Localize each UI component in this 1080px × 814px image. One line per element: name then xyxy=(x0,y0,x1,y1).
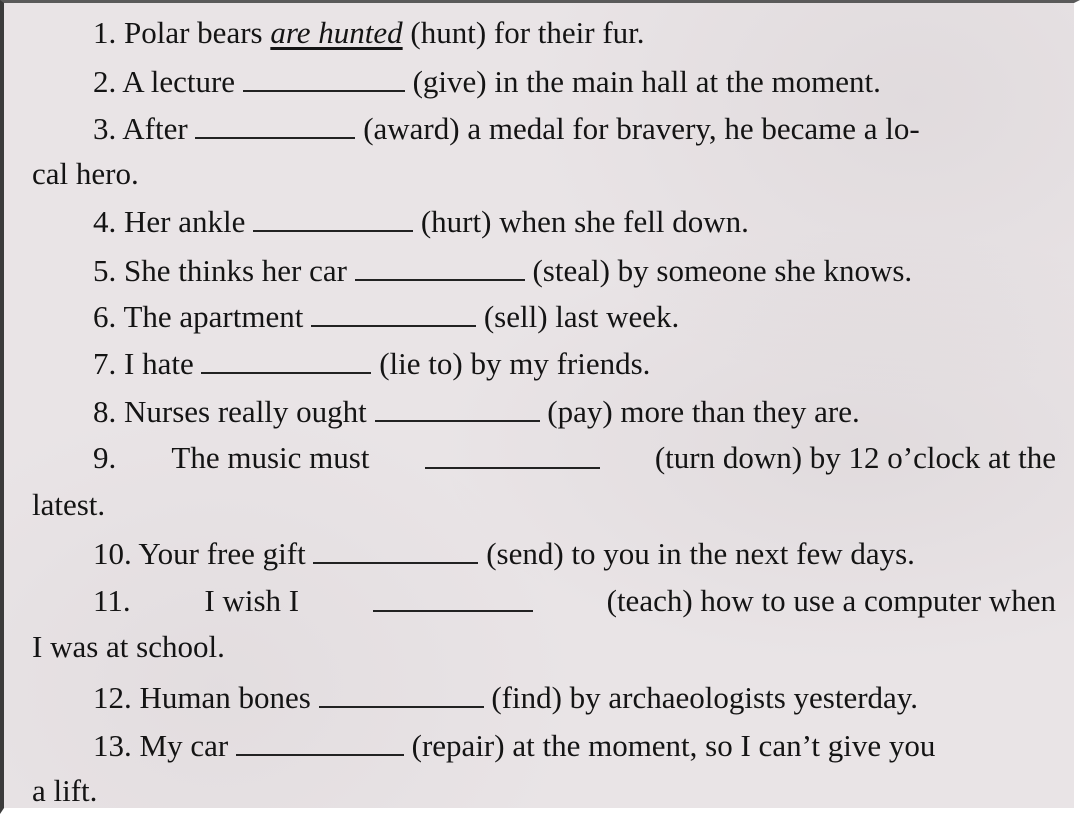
item-number: 2. xyxy=(93,63,117,99)
item-continuation: a lift. xyxy=(32,773,98,808)
item-text-after: (sell) last week. xyxy=(483,298,680,334)
answer-blank[interactable] xyxy=(355,254,525,281)
item-text-after: (find) by archaeologists yesterday. xyxy=(491,679,919,715)
item-text-after: (pay) more than they are. xyxy=(547,393,860,429)
exercise-item-3-continuation xyxy=(32,158,1056,189)
answer-blank[interactable] xyxy=(373,585,533,612)
answer-blank[interactable] xyxy=(375,395,540,422)
item-text-before: A lecture xyxy=(122,63,236,99)
item-number: 12. xyxy=(93,679,132,715)
item-number: 10. xyxy=(93,535,132,571)
item-text-after: (hunt) for their fur. xyxy=(410,15,645,50)
exercise-item-8 xyxy=(93,395,1056,427)
exercise-item-13-continuation xyxy=(32,775,1056,806)
exercise-item-7 xyxy=(93,347,1056,379)
item-text-after: (lie to) by my friends. xyxy=(379,345,651,381)
exercise-item-9 xyxy=(93,442,1056,473)
item-text-before: Polar bears xyxy=(124,15,263,50)
item-text-before: I wish I xyxy=(204,583,300,618)
item-text-after: (steal) by someone she knows. xyxy=(532,252,913,288)
answer-blank[interactable] xyxy=(313,537,478,564)
item-text-after: (give) in the main hall at the moment. xyxy=(412,63,881,99)
exercise-item-12 xyxy=(93,681,1056,713)
exercise-item-13 xyxy=(93,729,1056,761)
answer-blank[interactable] xyxy=(311,300,476,327)
answer-blank[interactable] xyxy=(319,681,484,708)
item-text-before: The apartment xyxy=(123,298,304,334)
answer-blank[interactable] xyxy=(253,205,413,232)
exercise-item-2 xyxy=(93,65,1056,97)
item-text-before: After xyxy=(122,110,188,146)
exercise-item-3 xyxy=(93,112,1056,144)
item-number: 1. xyxy=(93,15,117,50)
item-number: 13. xyxy=(93,727,132,763)
item-number: 11. xyxy=(93,583,131,618)
item-text-before: I hate xyxy=(124,345,194,381)
answer-blank[interactable] xyxy=(243,65,405,92)
answer-blank[interactable] xyxy=(201,347,371,374)
exercise-item-4 xyxy=(93,205,1056,237)
exercise-item-1 xyxy=(93,17,1056,48)
item-text-before: Nurses really ought xyxy=(124,393,367,429)
answer-blank[interactable] xyxy=(195,112,355,139)
item-text-before: She thinks her car xyxy=(124,252,347,288)
item-text-after: (turn down) by 12 o’clock at the xyxy=(654,440,1056,475)
item-number: 3. xyxy=(93,110,117,146)
item-continuation: I was at school. xyxy=(32,629,225,664)
item-text-after: (teach) how to use a computer when xyxy=(606,583,1056,618)
exercise-item-10 xyxy=(93,537,1056,569)
item-number: 4. xyxy=(93,203,117,239)
item-number: 8. xyxy=(93,393,117,429)
item-text-after: (send) to you in the next few days. xyxy=(486,535,915,571)
item-text-before: My car xyxy=(139,727,229,763)
item-number: 5. xyxy=(93,252,117,288)
item-number: 6. xyxy=(93,298,117,334)
item-text-after: (repair) at the moment, so I can’t give you xyxy=(411,727,936,763)
exercise-item-9-continuation xyxy=(32,489,1056,520)
exercise-item-11-continuation xyxy=(32,631,1056,662)
exercise-item-6 xyxy=(93,300,1056,332)
item-answer: are hunted xyxy=(270,15,403,50)
item-text-before: The music must xyxy=(171,440,370,475)
answer-blank[interactable] xyxy=(236,729,404,756)
item-number: 9. xyxy=(93,440,117,475)
item-text-before: Her ankle xyxy=(124,203,246,239)
item-number: 7. xyxy=(93,345,117,381)
item-text-after: (award) a medal for bravery, he became a lo- xyxy=(363,110,920,146)
item-continuation: latest. xyxy=(32,487,106,522)
item-text-before: Human bones xyxy=(139,679,311,715)
answer-blank[interactable] xyxy=(425,442,600,469)
exercise-item-5 xyxy=(93,254,1056,286)
exercise-item-11 xyxy=(93,585,1056,616)
item-text-after: (hurt) when she fell down. xyxy=(420,203,749,239)
item-text-before: Your free gift xyxy=(138,535,306,571)
item-continuation: cal hero. xyxy=(32,156,139,191)
